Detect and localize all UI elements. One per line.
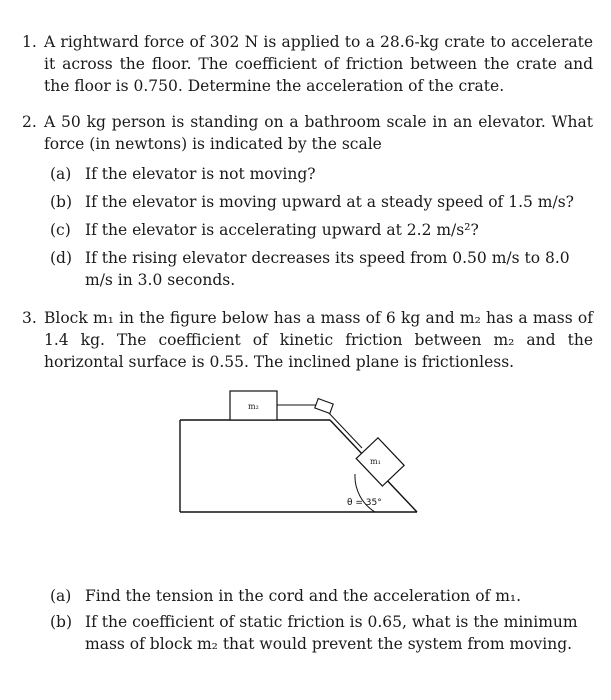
problem-2 [22, 111, 593, 291]
sub-question-label: (a) [50, 587, 72, 605]
sub-question-text: Find the tension in the cord and the acceleration of m₁. [85, 587, 522, 605]
sub-question-text: If the coefficient of static friction is 0.65, what is the minimum mass of block m₂ that would prevent the system from moving. [85, 613, 578, 653]
sub-question-c [50, 219, 593, 241]
sub-question-label: (c) [50, 221, 71, 239]
problem-number: 1. [22, 33, 37, 51]
sub-question-label: (a) [50, 165, 72, 183]
sub-question-text: If the elevator is accelerating upward at 2.2 m/s²? [85, 221, 479, 239]
sub-question-text: If the rising elevator decreases its speed from 0.50 m/s to 8.0 m/s in 3.0 seconds. [85, 249, 570, 289]
sub-question-label: (b) [50, 193, 73, 211]
problem-3 [22, 307, 593, 655]
incline-pulley-figure [0, 379, 611, 575]
sub-question-b [50, 191, 593, 213]
sub-question-text: If the elevator is moving upward at a steady speed of 1.5 m/s? [85, 193, 574, 211]
problem-number: 3. [22, 309, 37, 327]
problem-1 [22, 31, 593, 97]
sub-question-label: (d) [50, 249, 73, 267]
figure-drawing [0, 379, 611, 575]
cord-incline [327, 411, 362, 448]
block-m1-label: m₁ [370, 457, 381, 466]
problem-text: A rightward force of 302 N is applied to a 28.6-kg crate to accelerate it across the floor. The coefficient of friction between the crate and the floor is 0.750. Determine the acceleration of the crate. [44, 33, 593, 95]
sub-question-list [50, 163, 593, 291]
problem-number: 2. [22, 113, 37, 131]
sub-question-a [50, 163, 593, 185]
angle-label: θ = 35° [347, 498, 382, 508]
block-m2-label: m₂ [248, 402, 259, 411]
sub-question-b [50, 611, 593, 655]
problem-text: Block m₁ in the figure below has a mass of 6 kg and m₂ has a mass of 1.4 kg. The coefficient of kinetic friction between m₂ and the horizontal surface is 0.55. The inclined plane is frictionless. [44, 309, 593, 371]
sub-question-text: If the elevator is not moving? [85, 165, 316, 183]
problem-text: A 50 kg person is standing on a bathroom scale in an elevator. What force (in newtons) is indicated by the scale [44, 113, 593, 153]
sub-question-d [50, 247, 593, 291]
sub-question-list [50, 585, 593, 655]
sub-question-a [50, 585, 593, 607]
pulley [315, 399, 333, 414]
sub-question-label: (b) [50, 613, 73, 631]
